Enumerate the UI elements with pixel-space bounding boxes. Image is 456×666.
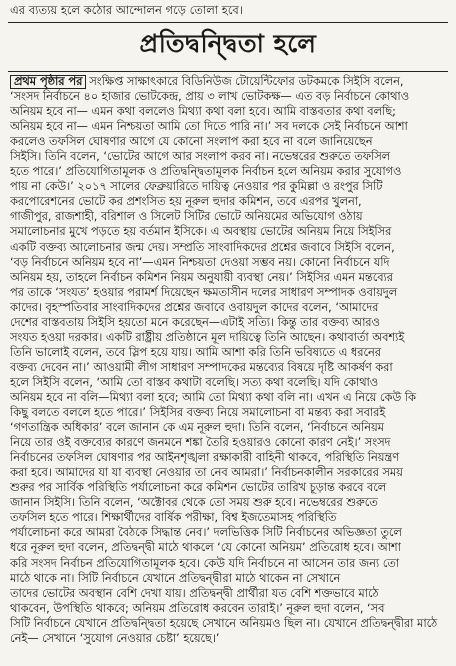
body-line-text: অনিয়ম হবে না— এমন নিশ্চয়তা আমি তো দিতে পারি না।’ সব দলকে সেই নির্বাচনে আশা [10,120,408,134]
body-line [10,495,446,510]
body-line [10,601,446,616]
previous-article-last-line: এর ব্যত্যয় হলে কঠোর আন্দোলন গড়ে তোলা হবে। [10,3,243,17]
body-line [10,285,446,300]
body-line [10,209,446,224]
body-line [10,435,446,450]
body-line-text: পর তাকে ‘সংযত’ হওয়ার পরামর্শ দিয়েছেন ক্ষমতাসীন দলের সাধারণ সম্পাদক ওবায়দুল [10,285,398,299]
body-line-text: সমালোচনার মুখে পড়তে হয় বর্তমান ইসিকে। এ অবস্থায় ভোটের অনিয়ম নিয়ে সিইসির [10,225,392,239]
body-line-text: দেশের বাস্তবতায় সিইসি হয়তো মনে করেছেন—এটাই সত্যি। কিন্তু তার বক্তব্য আরও [10,315,380,329]
body-line-text: নিয়ে তার ওই বক্তব্যের কারণে জনমনে শঙ্কা তৈরি হওয়ারও কোনো কারণ নেই।’ সংসদ [10,436,391,450]
body-line [10,240,446,255]
body-line [10,104,446,119]
body-line [10,631,446,646]
body-line [10,255,446,270]
body-line-text: করলেও তফসিল ঘোষণার আগে যে কোনো সংলাপ করা হবে না বলে জানিয়েছেন [10,135,373,149]
body-line-text: সংক্ষিপ্ত সাক্ষাৎকারে বিডিনিউজ টোয়েন্টিফোর ডটকমকে সিইসি বলেন, [89,75,404,88]
body-line-text: কাদের। বৃহস্পতিবার সাংবাদিকদের প্রশ্নের জবাবে ওবায়দুল কাদের বলেন, ‘আমাদের [10,300,379,314]
body-line-text: সিটি নির্বাচনে যেখানে প্রতিদ্বন্দ্বিতা হয়েছে সেখানে অনিয়মও ছিল না। যেখানে প্রতিদ্বন্দ্বীরা মাঠে [10,616,438,630]
body-line-text: হলে সিইসি বলেন, ‘আমি তো বাস্তব কথাটা বলেছি। সত্য কথা বলেছি। যদি কোথাও [10,375,379,389]
body-line [10,571,446,586]
body-line-text: ‘বড় নির্বাচনে অনিয়ম হবে না’—এমন নিশ্চয়তা দেওয়া সম্ভব নয়। কোনো নির্বাচনে যদি [10,255,390,269]
body-line-text: থাকবেন, উপস্থিতি থাকবে; অনিয়ম প্রতিরোধ করবেন তারাই।’ নূরুল হুদা বলেন, ‘সব [10,601,385,615]
body-line [10,616,446,631]
body-line [10,149,446,164]
body-line-text: হতে পারে।’ প্রতিযোগিতামূলক ও প্রতিদ্বন্দ্বিতামূলক নির্বাচন হলে অনিয়ম করার সুযোগও [10,165,402,179]
body-line [10,194,446,209]
body-line [10,450,446,465]
body-line [10,74,446,89]
body-line-text: কিছু বলতে বললে হতে পারে।’ সিইসির বক্তব্য নিয়ে সমালোচনা বা মন্তব্য করা সবারই [10,406,386,420]
body-line-text: ধরে নূরুল হুদা বলেন, প্রতিদ্বন্দ্বী মাঠে থাকলে ‘যে কোনো অনিয়ম’ প্রতিরোধ হবে। আশা [10,541,401,555]
bottom-divider [8,71,448,72]
body-line-text: সংযত হওয়া দরকার। একটি রাষ্ট্রীয় প্রতিষ্ঠানে মূল দায়িত্বে তিনি আছেন। কথাবার্তা অবশ্যই [10,330,405,344]
body-line-text: জানান সিইসি। তিনি বলেন, ‘অক্টোবর থেকে তো সময় শুরু হবে। নভেম্বরের শুরুতে [10,496,378,510]
body-line-text: পায় না কেউ।’ ২০১৭ সালের ফেব্রুয়ারিতে দায়িত্ব নেওয়ার পর কুমিল্লা ও রংপুর সিটি [10,180,383,194]
body-line-text: শুরুর পর সার্বিক পরিস্থিতি পর্যালোচনা করে কমিশন ভোটের তারিখ চূড়ান্ত করবে বলে [10,481,387,495]
body-line-text: সিইসি। তিনি বলেন, ‘ভোটের আগে আর সংলাপ করব না। নভেম্বরের শুরুতে তফসিল [10,150,391,164]
headline: প্রতিদ্বন্দ্বিতা হলে [139,29,317,58]
body-line [10,405,446,420]
body-line-text: একটি বক্তব্য আলোচনার জন্ম দেয়। সম্প্রতি সাংবাদিকদের প্রশ্নের জবাবে সিইসি বলেন, [10,240,395,254]
body-line-text: পর্যালোচনা করে আমরা বৈঠকে সিদ্ধান্ত নেব।’ দলভিত্তিক সিটি নির্বাচনের অভিজ্ঞতা তুলে [10,526,402,540]
body-line [10,119,446,134]
body-line-text: নির্বাচনের তফসিল ঘোষণার পর আইনশৃঙ্খলা রক্ষাকারী বাহিনী থাকবে, পরিস্থিতি নিয়ন্ত্রণ [10,451,400,465]
body-line [10,586,446,601]
body-line [10,179,446,194]
body-line-text: বক্তব্য দেবেন না।’ আওয়ামী লীগ সাধারণ সম্পাদকের মন্তব্যের বিষয়ে দৃষ্টি আকর্ষণ করা [10,360,393,374]
body-line-text: মাঠে থাকে না। সিটি নির্বাচনে যেখানে প্রতিদ্বন্দ্বীরা মাঠে থাকেন না সেখানে [10,571,341,585]
body-line [10,89,446,104]
continuation-label: প্রথম পৃষ্ঠার পর [10,75,86,89]
body-line-text: ‘সংসদ নির্বাচনে ৪০ হাজার ভোটকেন্দ্র, প্রায় ৩ লাখ ভোটকক্ষ— এত বড় নির্বাচনে কোথাও [10,90,410,104]
body-line [10,345,446,360]
body-line [10,390,446,405]
body-line-text: অনিয়ম হবে না— এমন কথা বললেও মিথ্যা কথা বলা হবে। আমি বাস্তবতার কথা বলছি; [10,105,396,119]
body-line [10,420,446,435]
body-line [10,510,446,525]
body-line [10,270,446,285]
body-line [10,224,446,239]
top-divider [8,22,448,23]
body-line-text: গাজীপুর, রাজশাহী, বরিশাল ও সিলেট সিটির ভোটে অনিয়মের অভিযোগ ওঠায় [10,210,363,224]
body-line-text: করপোরেশনের ভোটে কর প্রশংসিত হয় নূরুল হুদার কমিশন, তবে এরপর খুলনা, [10,195,362,209]
body-line [10,540,446,555]
body-line [10,525,446,540]
article-body [10,74,446,660]
body-line-text: অনিয়ম হয়, তাহলে নির্বাচন কমিশন নিয়ম অনুযায়ী ব্যবস্থা নেয়।’ সিইসির এমন মন্তব্যের [10,270,394,284]
body-line [10,375,446,390]
body-line [10,556,446,571]
body-line [10,164,446,179]
body-line [10,134,446,149]
body-line-text: তফসিল হতে পারে। শিক্ষার্থীদের বার্ষিক পরীক্ষা, বিশ্ব ইজতেমাসহ পরিস্থিতি [10,511,337,525]
body-line [10,360,446,375]
body-line-text: ‘গণতান্ত্রিক অধিকার’ বলে জানান কে এম নূরুল হুদা। তিনি বলেন, ‘নির্বাচনে অনিয়ম [10,421,384,435]
body-line-text: তিনি ভালোই বলেন, তবে স্লিপ হয়ে যায়। আমি আশা করি তিনি ভবিষ্যতে এ ধরনের [10,345,381,359]
body-line [10,315,446,330]
body-line-text: অনিয়ম হবে না বলি—মিথ্যা বলা হবে; আমি তো মিথ্যা কথা বলি না। এখন এ নিয়ে কেউ কি [10,390,416,404]
body-line-text: করা হবে। আমাদের যা যা ব্যবস্থা নেওয়ার তা নেব আমরা।’ নির্বাচনকালীন সরকারের সময় [10,466,403,480]
body-line [10,465,446,480]
body-line [10,330,446,345]
body-line-text: তাদের ভোটের অবস্থান বেশি দেখা যায়। প্রতিদ্বন্দ্বী প্রার্থীরা যত বেশি শক্তভাবে মাঠে [10,586,379,600]
body-line-text: নেই— সেখানে ‘সুযোগ নেওয়ার চেষ্টা’ হয়েছে।’ [10,631,220,645]
body-line [10,300,446,315]
body-line [10,480,446,495]
body-line-text: করি সংসদ নির্বাচন প্রতিযোগিতামূলক হবে। কেউ যদি নির্বাচনে না আসেন তার জন্য তো [10,556,400,570]
